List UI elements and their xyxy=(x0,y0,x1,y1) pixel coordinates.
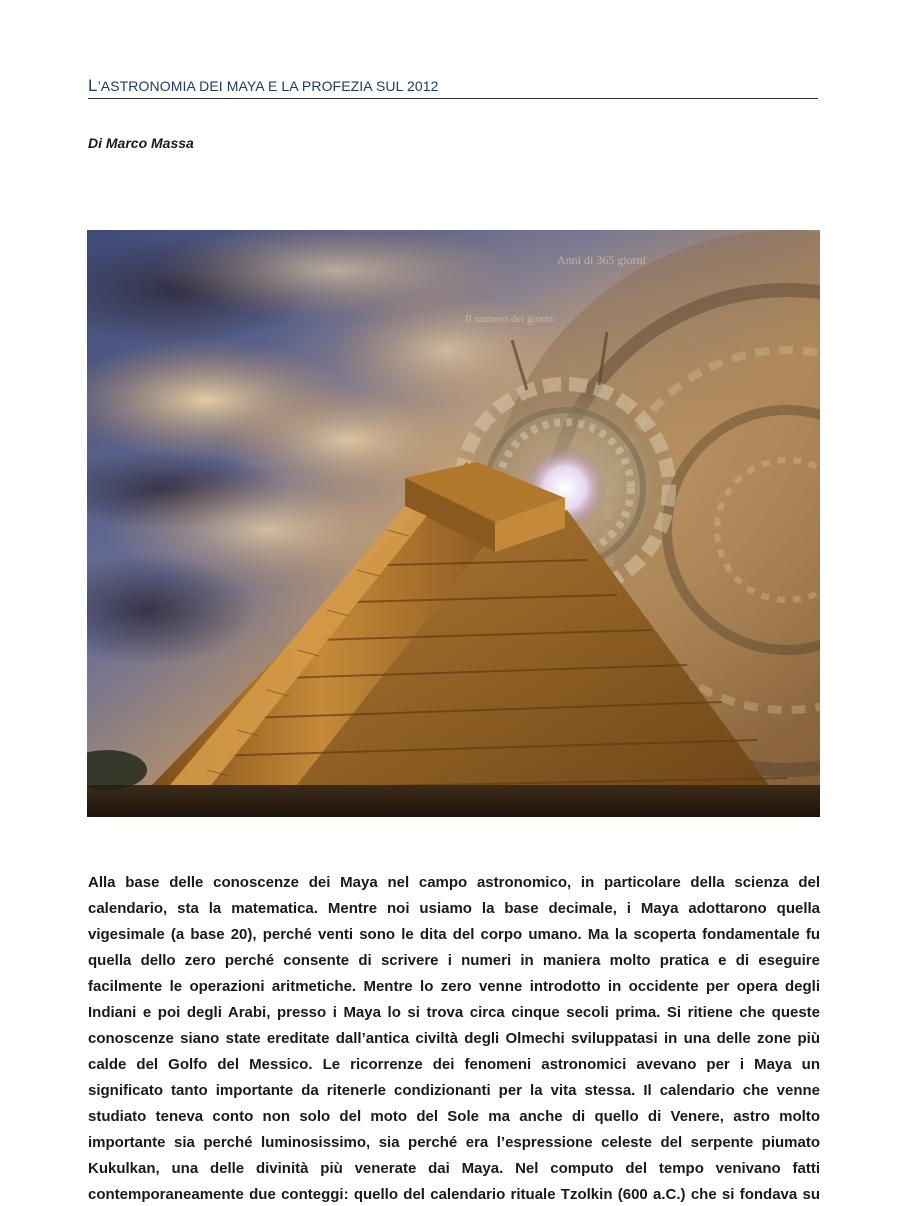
article-image xyxy=(87,230,820,817)
body-line: Indiani e poi degli Arabi, presso i Maya lo si trova circa cinque secoli prima. Si ritiene che queste xyxy=(88,1004,820,1021)
overlay-caption-2: Il numero dei giorni xyxy=(465,313,554,325)
body-line: calendario, sta la matematica. Mentre noi usiamo la base decimale, i Maya adottarono quella xyxy=(88,900,820,917)
body-line: conoscenze siano state ereditate dall’antica civiltà degli Olmechi sviluppatasi in una delle zone più xyxy=(88,1030,820,1047)
body-line: calde del Golfo del Messico. Le ricorrenze dei fenomeni astronomici avevano per i Maya un xyxy=(88,1056,820,1073)
body-line: importante sia perché luminosissimo, sia perché era l’espressione celeste del serpente piumato xyxy=(88,1134,820,1151)
body-line: quella dello zero perché consente di scrivere i numeri in maniera molto pratica e di eseguire xyxy=(88,952,820,969)
body-line: Alla base delle conoscenze dei Maya nel campo astronomico, in particolare della scienza del xyxy=(88,874,820,891)
page-title xyxy=(88,76,818,96)
overlay-caption-1: Anni di 365 giorni xyxy=(557,253,646,267)
pyramid-illustration xyxy=(87,230,820,817)
body-line: contemporaneamente due conteggi: quello del calendario rituale Tzolkin (600 a.C.) che si fondava su xyxy=(88,1186,820,1203)
title-text: ’ASTRONOMIA DEI MAYA E LA PROFEZIA SUL 2012 xyxy=(97,78,439,94)
title-initial: L xyxy=(88,76,98,95)
author-byline: Di Marco Massa xyxy=(88,135,194,151)
body-line: vigesimale (a base 20), perché venti sono le dita del corpo umano. Ma la scoperta fondamentale fu xyxy=(88,926,820,943)
article-body xyxy=(88,870,820,1206)
title-rule xyxy=(88,76,818,99)
body-line: significato tanto importante da ritenerle condizionanti per la vita stessa. Il calendario che venne xyxy=(88,1082,820,1099)
body-line: facilmente le operazioni aritmetiche. Mentre lo zero venne introdotto in occidente per opera degli xyxy=(88,978,820,995)
body-line: Kukulkan, una delle divinità più venerate dai Maya. Nel computo del tempo venivano fatti xyxy=(88,1160,820,1177)
body-line: studiato teneva conto non solo del moto del Sole ma anche di quello di Venere, astro molto xyxy=(88,1108,820,1125)
